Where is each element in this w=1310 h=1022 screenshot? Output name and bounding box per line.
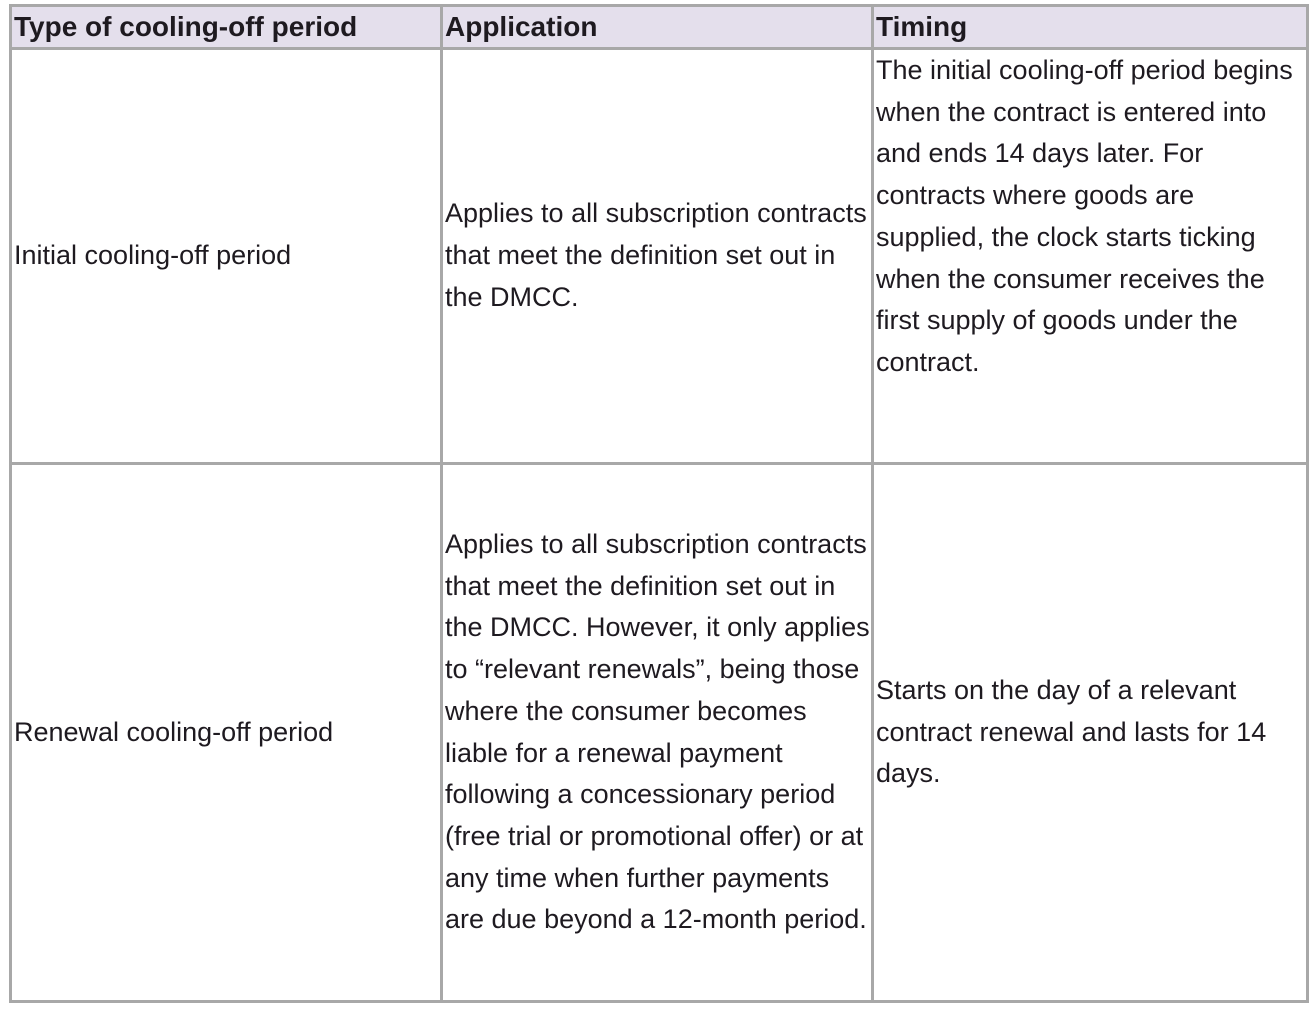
cell-application: Applies to all subscription contracts that meet the definition set out in the DMCC. bbox=[442, 49, 873, 464]
table-row bbox=[11, 49, 1308, 464]
header-timing: Timing bbox=[873, 6, 1308, 49]
table-row bbox=[11, 464, 1308, 1002]
header-application: Application bbox=[442, 6, 873, 49]
cell-timing: Starts on the day of a relevant contract renewal and lasts for 14 days. bbox=[873, 464, 1308, 1002]
cooling-off-table bbox=[9, 4, 1309, 1003]
cell-timing: The initial cooling-off period begins when the contract is entered into and ends 14 days later. For contracts where goods are supplied, the clock starts ticking when the consumer receives the first supply of goods under the contract. bbox=[873, 49, 1308, 464]
header-type: Type of cooling-off period bbox=[11, 6, 442, 49]
cell-type: Renewal cooling-off period bbox=[11, 464, 442, 1002]
cell-application: Applies to all subscription contracts that meet the definition set out in the DMCC. However, it only applies to “relevant renewals”, being those where the consumer becomes liable for a renewal payment following a concessionary period (free trial or promotional offer) or at any time when further payments are due beyond a 12-month period. bbox=[442, 464, 873, 1002]
header-row bbox=[11, 6, 1308, 49]
cell-type: Initial cooling-off period bbox=[11, 49, 442, 464]
